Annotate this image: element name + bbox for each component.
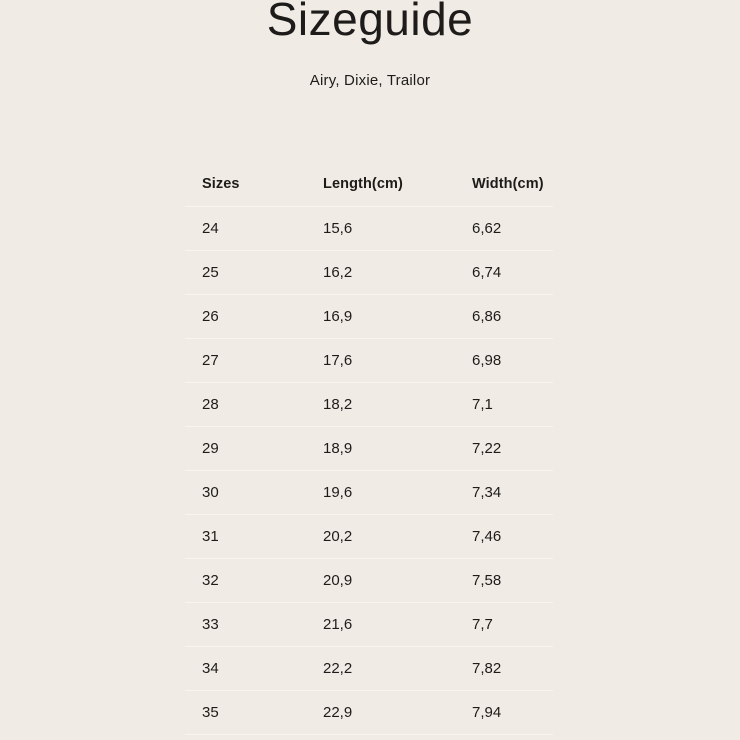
cell-width: 7,94: [455, 691, 553, 735]
cell-length: 22,9: [306, 691, 455, 735]
cell-size: 26: [185, 295, 306, 339]
cell-length: 20,2: [306, 515, 455, 559]
cell-width: 6,86: [455, 295, 553, 339]
cell-size: 24: [185, 207, 306, 251]
column-header-width: Width(cm): [455, 163, 553, 207]
cell-length: 15,6: [306, 207, 455, 251]
cell-length: 18,2: [306, 383, 455, 427]
cell-length: 22,2: [306, 647, 455, 691]
cell-width: 7,58: [455, 559, 553, 603]
table-row: [185, 251, 553, 295]
cell-size: 33: [185, 603, 306, 647]
column-header-length: Length(cm): [306, 163, 455, 207]
cell-width: 6,74: [455, 251, 553, 295]
cell-width: 7,34: [455, 471, 553, 515]
cell-length: 16,2: [306, 251, 455, 295]
cell-length: 16,9: [306, 295, 455, 339]
cell-width: 6,98: [455, 339, 553, 383]
table-header-row: [185, 163, 553, 207]
cell-size: 35: [185, 691, 306, 735]
cell-size: 25: [185, 251, 306, 295]
cell-width: 7,7: [455, 603, 553, 647]
size-table-body: [185, 207, 553, 735]
table-row: [185, 427, 553, 471]
page-subtitle: Airy, Dixie, Trailor: [309, 72, 431, 89]
table-row: [185, 339, 553, 383]
cell-width: 7,1: [455, 383, 553, 427]
cell-size: 34: [185, 647, 306, 691]
table-row: [185, 647, 553, 691]
table-row: [185, 559, 553, 603]
cell-size: 32: [185, 559, 306, 603]
cell-width: 6,62: [455, 207, 553, 251]
cell-size: 27: [185, 339, 306, 383]
table-row: [185, 603, 553, 647]
page-title: Sizeguide: [266, 0, 474, 45]
cell-size: 31: [185, 515, 306, 559]
size-guide-table: [185, 163, 553, 735]
cell-size: 30: [185, 471, 306, 515]
cell-size: 29: [185, 427, 306, 471]
cell-width: 7,46: [455, 515, 553, 559]
cell-length: 18,9: [306, 427, 455, 471]
table-row: [185, 471, 553, 515]
cell-length: 17,6: [306, 339, 455, 383]
column-header-sizes: Sizes: [185, 163, 306, 207]
table-row: [185, 383, 553, 427]
table-row: [185, 207, 553, 251]
cell-width: 7,22: [455, 427, 553, 471]
cell-length: 21,6: [306, 603, 455, 647]
table-row: [185, 691, 553, 735]
cell-length: 20,9: [306, 559, 455, 603]
cell-width: 7,82: [455, 647, 553, 691]
cell-size: 28: [185, 383, 306, 427]
cell-length: 19,6: [306, 471, 455, 515]
table-row: [185, 515, 553, 559]
table-row: [185, 295, 553, 339]
